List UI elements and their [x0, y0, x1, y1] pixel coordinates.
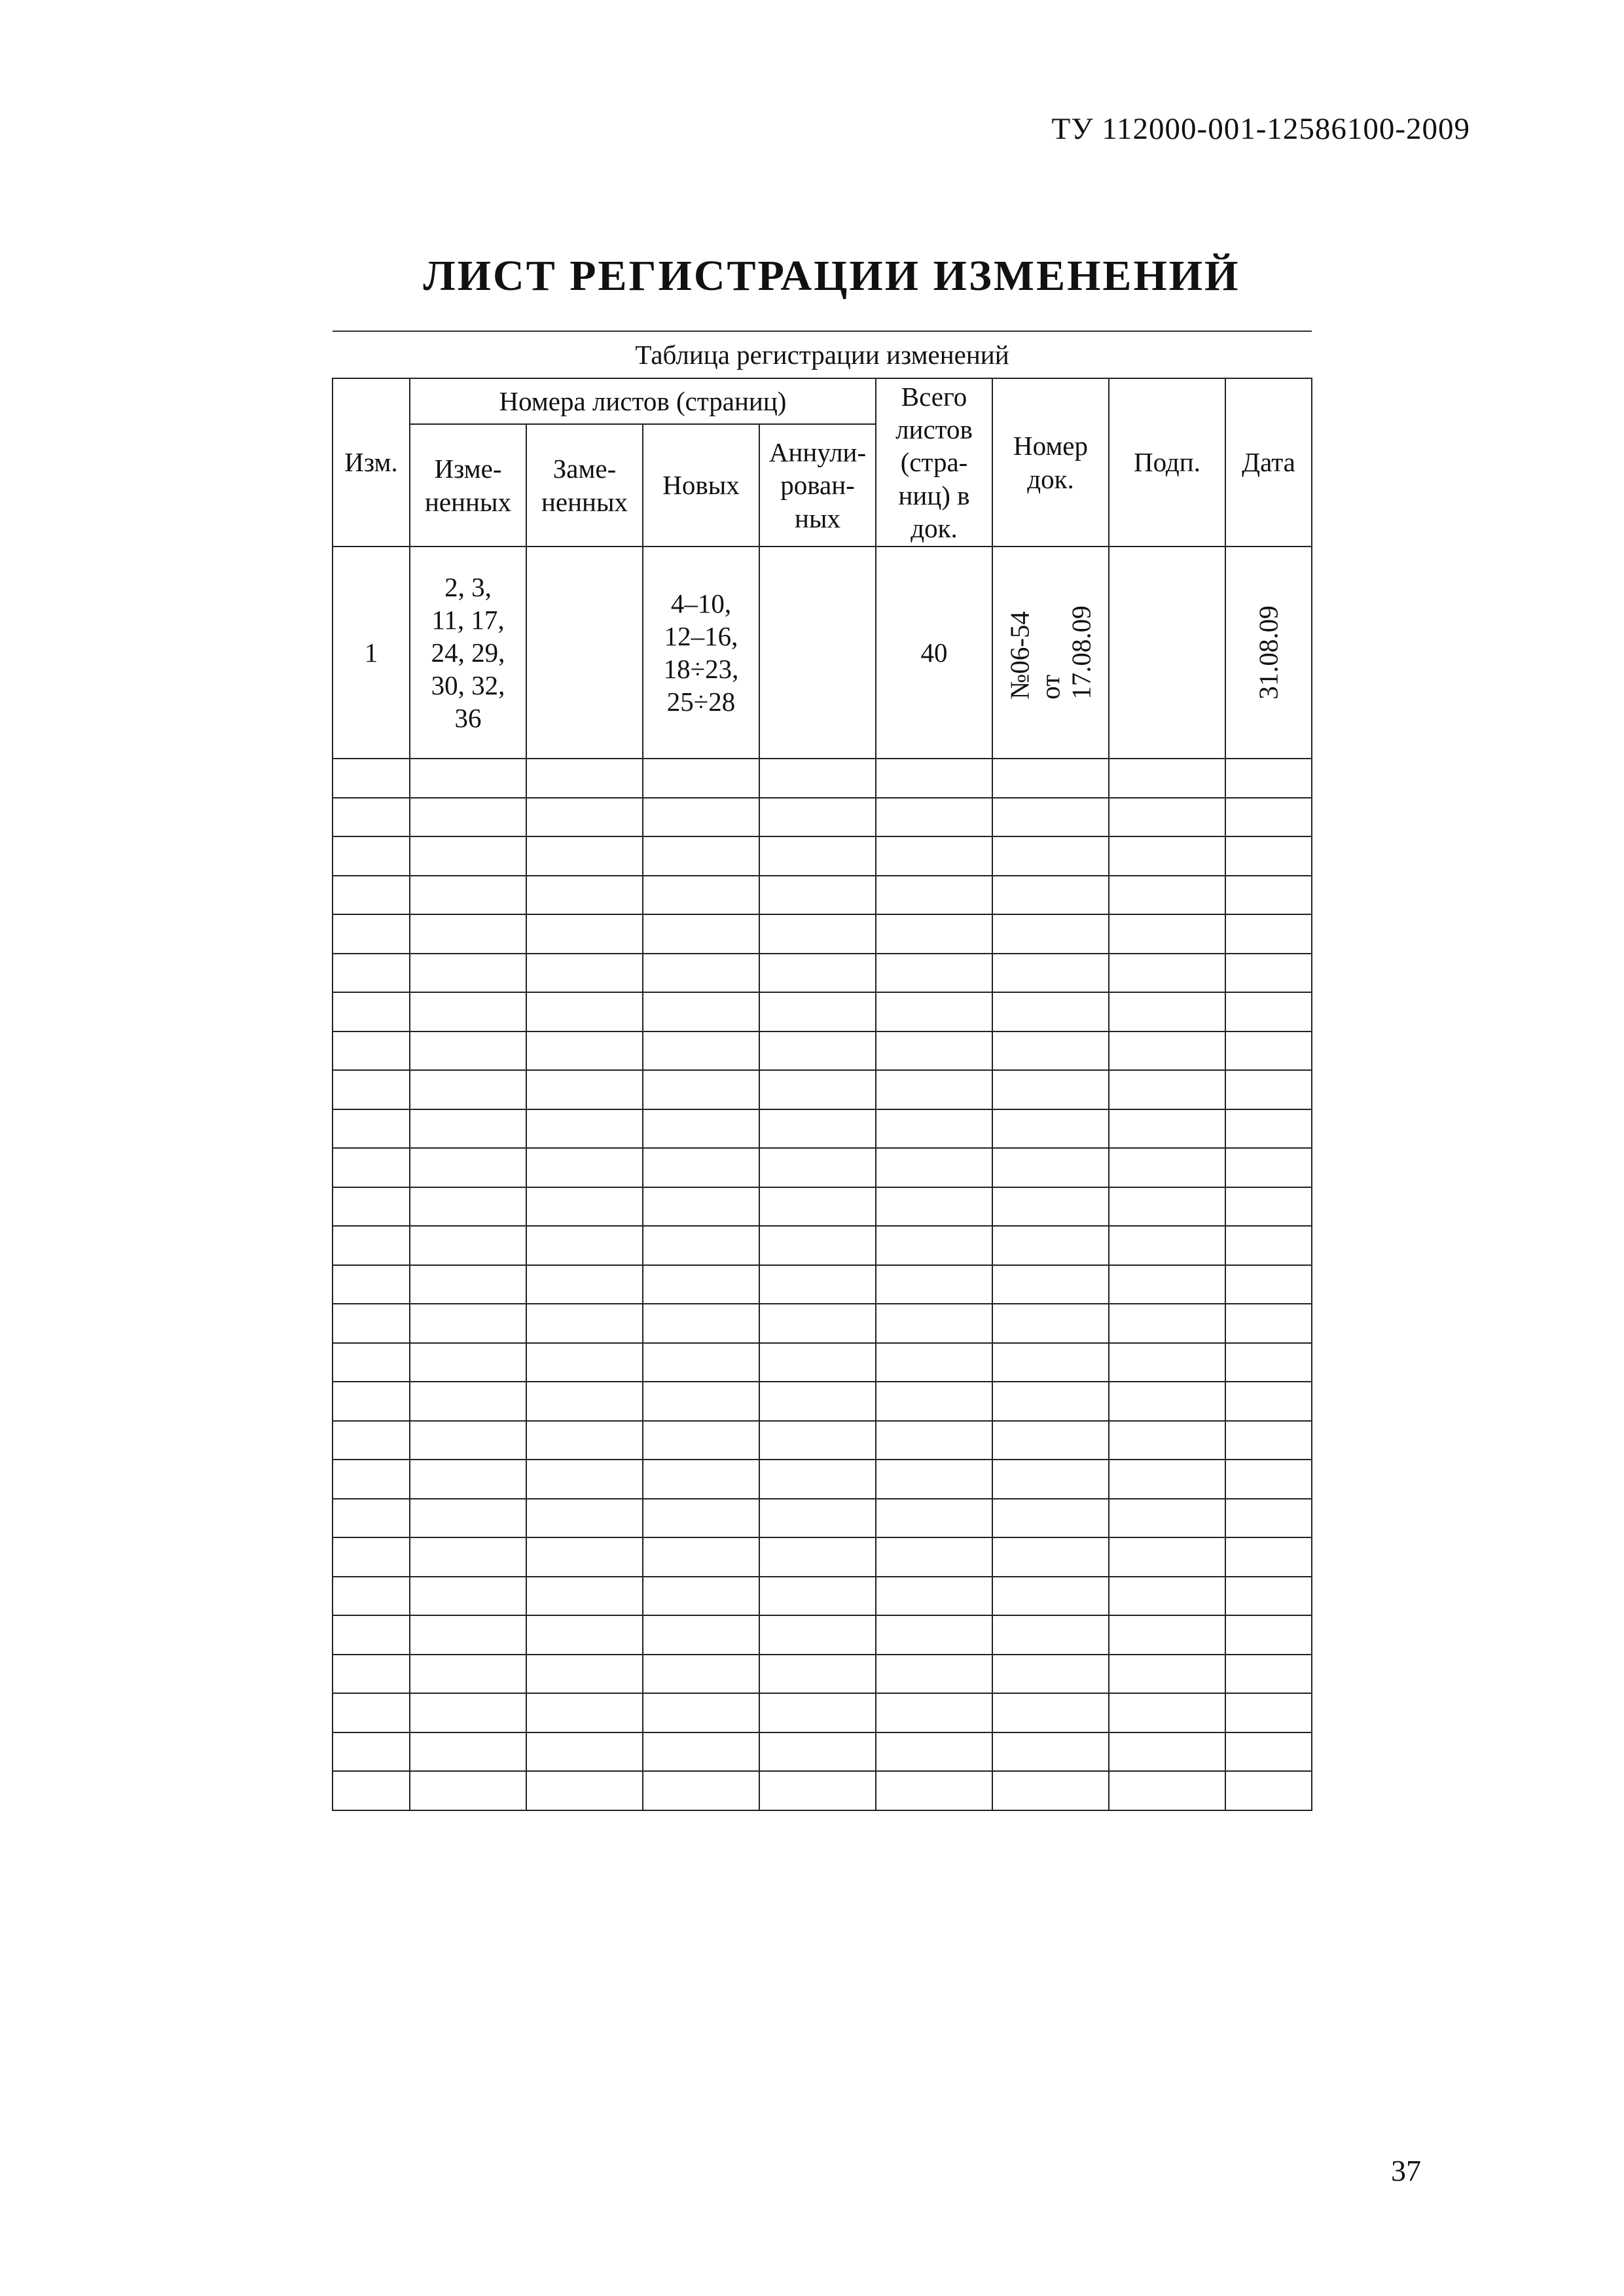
- table-row: [333, 1031, 1312, 1070]
- empty-cell: [992, 1693, 1109, 1732]
- empty-cell: [410, 1187, 526, 1226]
- empty-cell: [876, 1070, 992, 1109]
- table-row: [333, 1460, 1312, 1499]
- empty-cell: [410, 1265, 526, 1304]
- table-row: [333, 759, 1312, 798]
- empty-cell: [759, 954, 876, 992]
- empty-cell: [526, 1655, 643, 1693]
- empty-cell: [1225, 1343, 1312, 1382]
- empty-cell: [1109, 1693, 1225, 1732]
- empty-cell: [410, 1655, 526, 1693]
- empty-cell: [759, 1187, 876, 1226]
- empty-cell: [526, 1265, 643, 1304]
- empty-cell: [876, 876, 992, 914]
- empty-cell: [643, 1226, 759, 1265]
- empty-cell: [526, 1382, 643, 1421]
- empty-cell: [1109, 1070, 1225, 1109]
- empty-cell: [1225, 1771, 1312, 1810]
- empty-cell: [1225, 1226, 1312, 1265]
- empty-cell: [1109, 1577, 1225, 1615]
- empty-cell: [410, 759, 526, 798]
- empty-cell: [410, 1343, 526, 1382]
- empty-cell: [643, 759, 759, 798]
- empty-cell: [876, 1460, 992, 1499]
- empty-cell: [759, 1031, 876, 1070]
- empty-cell: [1109, 1148, 1225, 1187]
- empty-cell: [759, 1615, 876, 1655]
- table-row: [333, 914, 1312, 954]
- empty-cell: [333, 1343, 410, 1382]
- empty-cell: [992, 1187, 1109, 1226]
- empty-cell: [643, 1693, 759, 1732]
- empty-cell: [1225, 1655, 1312, 1693]
- empty-cell: [333, 1693, 410, 1732]
- empty-cell: [759, 836, 876, 876]
- empty-cell: [643, 1499, 759, 1537]
- empty-cell: [876, 992, 992, 1031]
- empty-cell: [333, 954, 410, 992]
- empty-cell: [1109, 992, 1225, 1031]
- empty-cell: [333, 1732, 410, 1771]
- empty-cell: [1109, 798, 1225, 836]
- empty-cell: [643, 1382, 759, 1421]
- empty-cell: [759, 1771, 876, 1810]
- empty-cell: [333, 1031, 410, 1070]
- empty-cell: [992, 1732, 1109, 1771]
- cell-date: [1225, 547, 1312, 759]
- empty-cell: [410, 1732, 526, 1771]
- empty-cell: [759, 1148, 876, 1187]
- empty-cell: [643, 1343, 759, 1382]
- cell-izm: 1: [333, 547, 410, 759]
- table-row: [333, 1343, 1312, 1382]
- empty-cell: [410, 1499, 526, 1537]
- empty-cell: [410, 1615, 526, 1655]
- empty-cell: [333, 1771, 410, 1810]
- empty-cell: [333, 1499, 410, 1537]
- empty-cell: [1225, 1615, 1312, 1655]
- page-title: ЛИСТ РЕГИСТРАЦИИ ИЗМЕНЕНИЙ: [423, 252, 1240, 300]
- empty-cell: [1109, 1343, 1225, 1382]
- empty-cell: [759, 798, 876, 836]
- empty-cell: [410, 914, 526, 954]
- table-row: [333, 1187, 1312, 1226]
- empty-cell: [1109, 1732, 1225, 1771]
- empty-cell: [333, 798, 410, 836]
- empty-cell: [876, 1655, 992, 1693]
- empty-cell: [759, 1537, 876, 1577]
- empty-cell: [992, 876, 1109, 914]
- empty-cell: [410, 1109, 526, 1148]
- doc-number-text: №06-54 от 17.08.09: [1004, 605, 1096, 700]
- empty-cell: [526, 876, 643, 914]
- empty-cell: [1225, 1421, 1312, 1460]
- table-row: [333, 1265, 1312, 1304]
- empty-cell: [410, 1148, 526, 1187]
- empty-cell: [1225, 1732, 1312, 1771]
- table-row: [333, 1655, 1312, 1693]
- empty-cell: [876, 759, 992, 798]
- empty-cell: [333, 1148, 410, 1187]
- empty-cell: [992, 1771, 1109, 1810]
- empty-cell: [876, 1031, 992, 1070]
- empty-cell: [992, 1070, 1109, 1109]
- empty-cell: [1109, 1421, 1225, 1460]
- empty-cell: [526, 1304, 643, 1343]
- empty-cell: [333, 836, 410, 876]
- table-row: [333, 1382, 1312, 1421]
- empty-cell: [1109, 1537, 1225, 1577]
- empty-cell: [333, 1187, 410, 1226]
- empty-cell: [643, 836, 759, 876]
- empty-cell: [1225, 954, 1312, 992]
- date-text: 31.08.09: [1253, 605, 1284, 700]
- empty-cell: [876, 1421, 992, 1460]
- table-row: [333, 1421, 1312, 1460]
- empty-cell: [1225, 876, 1312, 914]
- empty-cell: [526, 1577, 643, 1615]
- table-row: [333, 992, 1312, 1031]
- empty-cell: [992, 954, 1109, 992]
- empty-cell: [759, 992, 876, 1031]
- col-header-new: Новых: [643, 424, 759, 547]
- empty-cell: [410, 1537, 526, 1577]
- cell-annulled: [759, 547, 876, 759]
- empty-cell: [876, 1148, 992, 1187]
- table-row: [333, 1499, 1312, 1537]
- empty-cell: [526, 1615, 643, 1655]
- empty-cell: [333, 1421, 410, 1460]
- empty-cell: [333, 876, 410, 914]
- empty-cell: [1109, 1304, 1225, 1343]
- empty-cell: [410, 1693, 526, 1732]
- empty-cell: [992, 1148, 1109, 1187]
- empty-cell: [1109, 759, 1225, 798]
- cell-signature: [1109, 547, 1225, 759]
- col-header-replaced: Заме- ненных: [526, 424, 643, 547]
- empty-cell: [1225, 1304, 1312, 1343]
- empty-cell: [333, 1304, 410, 1343]
- empty-cell: [992, 1460, 1109, 1499]
- empty-cell: [1225, 1577, 1312, 1615]
- empty-cell: [526, 798, 643, 836]
- empty-cell: [643, 798, 759, 836]
- empty-cell: [526, 1771, 643, 1810]
- empty-cell: [876, 914, 992, 954]
- empty-cell: [410, 954, 526, 992]
- empty-cell: [1225, 1499, 1312, 1537]
- empty-cell: [759, 1226, 876, 1265]
- empty-cell: [1225, 1109, 1312, 1148]
- empty-cell: [1225, 1187, 1312, 1226]
- empty-cell: [1109, 1771, 1225, 1810]
- empty-cell: [643, 1109, 759, 1148]
- empty-cell: [526, 1187, 643, 1226]
- empty-cell: [526, 914, 643, 954]
- empty-cell: [876, 1187, 992, 1226]
- empty-cell: [992, 1304, 1109, 1343]
- table-caption: Таблица регистрации изменений: [333, 331, 1312, 378]
- empty-cell: [410, 992, 526, 1031]
- empty-cell: [643, 1070, 759, 1109]
- empty-cell: [1225, 1537, 1312, 1577]
- empty-cell: [759, 1343, 876, 1382]
- empty-cell: [1109, 1031, 1225, 1070]
- empty-cell: [410, 1070, 526, 1109]
- empty-cell: [876, 1109, 992, 1148]
- cell-total: 40: [876, 547, 992, 759]
- empty-cell: [526, 1226, 643, 1265]
- empty-cell: [992, 914, 1109, 954]
- empty-cell: [526, 1499, 643, 1537]
- group-header-sheet-numbers: Номера листов (страниц): [410, 378, 876, 424]
- table-row: [333, 1732, 1312, 1771]
- empty-cell: [333, 1537, 410, 1577]
- empty-cell: [876, 1577, 992, 1615]
- empty-cell: [526, 1070, 643, 1109]
- page-number: 37: [1391, 2154, 1421, 2187]
- empty-cell: [1225, 992, 1312, 1031]
- table-row: [333, 798, 1312, 836]
- empty-cell: [1109, 1109, 1225, 1148]
- table-row: [333, 547, 1312, 759]
- empty-cell: [1109, 1460, 1225, 1499]
- empty-cell: [643, 876, 759, 914]
- empty-cell: [643, 1421, 759, 1460]
- empty-cell: [333, 1265, 410, 1304]
- empty-cell: [876, 1343, 992, 1382]
- empty-cell: [333, 1577, 410, 1615]
- table-row: [333, 1615, 1312, 1655]
- empty-cell: [410, 1421, 526, 1460]
- empty-cell: [876, 1304, 992, 1343]
- empty-cell: [410, 1031, 526, 1070]
- empty-cell: [643, 1265, 759, 1304]
- col-header-total-sheets: Всего листов (стра- ниц) в док.: [876, 378, 992, 547]
- empty-cell: [1109, 1615, 1225, 1655]
- col-header-changed: Изме- ненных: [410, 424, 526, 547]
- table-row: [333, 1070, 1312, 1109]
- empty-cell: [643, 1732, 759, 1771]
- empty-cell: [876, 954, 992, 992]
- empty-cell: [759, 1732, 876, 1771]
- empty-cell: [992, 759, 1109, 798]
- empty-cell: [643, 1304, 759, 1343]
- empty-cell: [526, 1148, 643, 1187]
- empty-cell: [876, 1537, 992, 1577]
- empty-cell: [526, 954, 643, 992]
- empty-cell: [876, 1499, 992, 1537]
- empty-cell: [410, 1771, 526, 1810]
- cell-replaced: [526, 547, 643, 759]
- table-row: [333, 1148, 1312, 1187]
- empty-cell: [1109, 914, 1225, 954]
- table-row: [333, 836, 1312, 876]
- col-header-izm: Изм.: [333, 378, 410, 547]
- empty-cell: [643, 992, 759, 1031]
- empty-cell: [643, 1187, 759, 1226]
- cell-new: 4–10, 12–16, 18÷23, 25÷28: [643, 547, 759, 759]
- table-row: [333, 1693, 1312, 1732]
- empty-cell: [333, 1615, 410, 1655]
- empty-cell: [759, 1693, 876, 1732]
- empty-cell: [1225, 836, 1312, 876]
- empty-cell: [759, 759, 876, 798]
- empty-cell: [759, 1265, 876, 1304]
- empty-cell: [526, 1732, 643, 1771]
- empty-cell: [526, 1537, 643, 1577]
- empty-cell: [992, 836, 1109, 876]
- empty-cell: [876, 1226, 992, 1265]
- empty-cell: [876, 1615, 992, 1655]
- empty-cell: [876, 1382, 992, 1421]
- empty-cell: [992, 1615, 1109, 1655]
- empty-cell: [876, 1265, 992, 1304]
- empty-cell: [1109, 1187, 1225, 1226]
- empty-cell: [333, 759, 410, 798]
- empty-cell: [526, 1460, 643, 1499]
- empty-cell: [1225, 1382, 1312, 1421]
- empty-cell: [1225, 914, 1312, 954]
- empty-cell: [759, 1655, 876, 1693]
- empty-cell: [876, 798, 992, 836]
- empty-cell: [526, 1343, 643, 1382]
- col-header-signature: Подп.: [1109, 378, 1225, 547]
- empty-cell: [410, 1226, 526, 1265]
- empty-cell: [992, 1343, 1109, 1382]
- empty-cell: [992, 1226, 1109, 1265]
- empty-cell: [1109, 1265, 1225, 1304]
- empty-cell: [759, 914, 876, 954]
- empty-cell: [333, 1460, 410, 1499]
- empty-cell: [333, 1226, 410, 1265]
- empty-cell: [333, 1655, 410, 1693]
- empty-cell: [759, 1382, 876, 1421]
- table-row: [333, 1226, 1312, 1265]
- cell-changed: 2, 3, 11, 17, 24, 29, 30, 32, 36: [410, 547, 526, 759]
- empty-cell: [759, 1499, 876, 1537]
- empty-cell: [992, 1031, 1109, 1070]
- empty-cell: [643, 1460, 759, 1499]
- table-row: [333, 876, 1312, 914]
- empty-cell: [1225, 798, 1312, 836]
- empty-cell: [992, 798, 1109, 836]
- empty-cell: [992, 1382, 1109, 1421]
- empty-cell: [333, 1109, 410, 1148]
- empty-cell: [410, 1304, 526, 1343]
- empty-cell: [992, 1655, 1109, 1693]
- empty-cell: [992, 1265, 1109, 1304]
- empty-cell: [759, 876, 876, 914]
- table-row: [333, 1537, 1312, 1577]
- empty-cell: [759, 1460, 876, 1499]
- empty-cell: [876, 836, 992, 876]
- empty-cell: [526, 1421, 643, 1460]
- empty-cell: [1109, 1655, 1225, 1693]
- empty-cell: [992, 1421, 1109, 1460]
- empty-cell: [1225, 759, 1312, 798]
- empty-cell: [643, 1031, 759, 1070]
- change-registration-table: [332, 331, 1312, 1811]
- empty-cell: [992, 992, 1109, 1031]
- empty-cell: [759, 1304, 876, 1343]
- table-row: [333, 1577, 1312, 1615]
- empty-cell: [333, 1070, 410, 1109]
- table-row: [333, 1771, 1312, 1810]
- empty-cell: [759, 1070, 876, 1109]
- empty-cell: [643, 1655, 759, 1693]
- empty-cell: [526, 992, 643, 1031]
- empty-cell: [1109, 1226, 1225, 1265]
- empty-cell: [1225, 1148, 1312, 1187]
- empty-cell: [526, 836, 643, 876]
- empty-cell: [1225, 1265, 1312, 1304]
- empty-cell: [526, 1693, 643, 1732]
- empty-cell: [759, 1577, 876, 1615]
- empty-cell: [876, 1693, 992, 1732]
- empty-cell: [1225, 1693, 1312, 1732]
- empty-cell: [526, 1031, 643, 1070]
- empty-cell: [643, 1537, 759, 1577]
- empty-cell: [1225, 1460, 1312, 1499]
- empty-cell: [759, 1109, 876, 1148]
- empty-cell: [1109, 954, 1225, 992]
- empty-cell: [1225, 1031, 1312, 1070]
- empty-cell: [526, 1109, 643, 1148]
- empty-cell: [410, 836, 526, 876]
- empty-cell: [643, 954, 759, 992]
- cell-doc-number: [992, 547, 1109, 759]
- empty-cell: [333, 914, 410, 954]
- table-row: [333, 1109, 1312, 1148]
- empty-cell: [1109, 1382, 1225, 1421]
- empty-cell: [992, 1577, 1109, 1615]
- empty-cell: [992, 1537, 1109, 1577]
- empty-cell: [876, 1732, 992, 1771]
- empty-cell: [643, 1148, 759, 1187]
- empty-cell: [1109, 836, 1225, 876]
- empty-cell: [876, 1771, 992, 1810]
- empty-cell: [1225, 1070, 1312, 1109]
- empty-cell: [643, 1577, 759, 1615]
- empty-cell: [410, 798, 526, 836]
- empty-cell: [643, 1771, 759, 1810]
- empty-cell: [410, 1460, 526, 1499]
- empty-cell: [1109, 876, 1225, 914]
- empty-cell: [1109, 1499, 1225, 1537]
- col-header-date: Дата: [1225, 378, 1312, 547]
- empty-cell: [333, 992, 410, 1031]
- empty-cell: [526, 759, 643, 798]
- empty-cell: [992, 1499, 1109, 1537]
- col-header-doc-number: Номер док.: [992, 378, 1109, 547]
- empty-cell: [643, 914, 759, 954]
- empty-cell: [643, 1615, 759, 1655]
- empty-cell: [992, 1109, 1109, 1148]
- empty-cell: [410, 876, 526, 914]
- empty-cell: [759, 1421, 876, 1460]
- table-row: [333, 954, 1312, 992]
- empty-cell: [333, 1382, 410, 1421]
- table-row: [333, 1304, 1312, 1343]
- empty-cell: [410, 1577, 526, 1615]
- empty-cell: [410, 1382, 526, 1421]
- document-code: ТУ 112000-001-12586100-2009: [1051, 112, 1470, 146]
- col-header-annulled: Аннули- рован- ных: [759, 424, 876, 547]
